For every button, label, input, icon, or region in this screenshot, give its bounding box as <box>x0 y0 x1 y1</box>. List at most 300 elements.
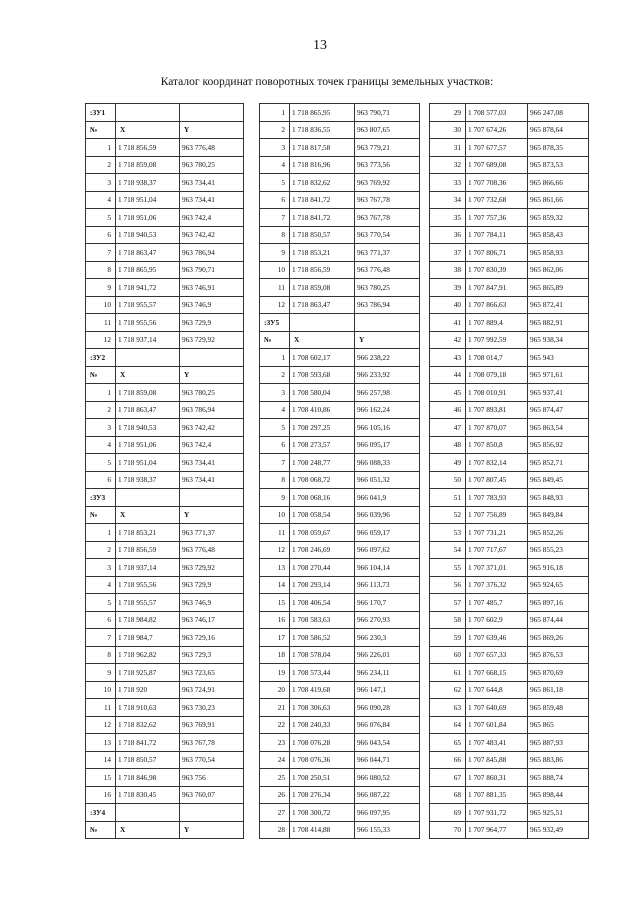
point-number: 3 <box>260 384 290 402</box>
point-number: 55 <box>430 559 466 577</box>
x-coordinate: 1 708 273,57 <box>290 436 355 454</box>
x-coordinate: 1 718 816,96 <box>290 156 355 174</box>
x-coordinate: 1 707 731,21 <box>466 524 528 542</box>
x-coordinate: 1 707 640,69 <box>466 699 528 717</box>
point-number: 8 <box>260 226 290 244</box>
point-number: 64 <box>430 716 466 734</box>
y-coordinate: 965 938,34 <box>528 331 589 349</box>
table-row <box>86 244 244 262</box>
section-label: :ЗУ5 <box>260 314 290 332</box>
table-row <box>430 471 589 489</box>
point-number: 8 <box>260 471 290 489</box>
table-row <box>260 629 420 647</box>
x-coordinate: 1 707 483,41 <box>466 734 528 752</box>
x-coordinate: 1 708 297,25 <box>290 419 355 437</box>
point-number: 4 <box>86 191 116 209</box>
y-coordinate: 963 790,71 <box>355 104 420 122</box>
y-coordinate: 963 776,48 <box>355 261 420 279</box>
table-row <box>260 191 420 209</box>
table-row <box>260 751 420 769</box>
point-number: 53 <box>430 524 466 542</box>
x-coordinate: 1 708 586,52 <box>290 629 355 647</box>
y-coordinate: 965 849,84 <box>528 506 589 524</box>
table-row <box>86 314 244 332</box>
table-row <box>86 209 244 227</box>
y-coordinate: 966 233,92 <box>355 366 420 384</box>
coordinates-table-left <box>85 103 244 839</box>
table-row <box>260 786 420 804</box>
y-coordinate: 963 769,91 <box>180 716 244 734</box>
x-coordinate: 1 718 865,95 <box>290 104 355 122</box>
table-row <box>260 541 420 559</box>
y-coordinate: 963 780,25 <box>180 384 244 402</box>
section-row <box>86 804 244 822</box>
table-row <box>86 681 244 699</box>
table-row <box>430 594 589 612</box>
table-row <box>430 209 589 227</box>
x-coordinate: 1 707 602,9 <box>466 611 528 629</box>
x-coordinate: 1 718 856,59 <box>290 261 355 279</box>
table-row <box>430 821 589 839</box>
point-number: 11 <box>260 279 290 297</box>
table-row <box>430 489 589 507</box>
y-coordinate: 965 887,93 <box>528 734 589 752</box>
y-coordinate: 966 097,62 <box>355 541 420 559</box>
x-coordinate: 1 708 250,51 <box>290 769 355 787</box>
table-row <box>430 261 589 279</box>
point-number: 12 <box>260 541 290 559</box>
x-coordinate: 1 708 593,68 <box>290 366 355 384</box>
point-number: 57 <box>430 594 466 612</box>
number-header: № <box>86 366 116 384</box>
point-number: 9 <box>260 489 290 507</box>
point-number: 3 <box>260 139 290 157</box>
table-row <box>430 804 589 822</box>
point-number: 2 <box>86 156 116 174</box>
point-number: 7 <box>260 454 290 472</box>
y-coordinate: 963 742,42 <box>180 226 244 244</box>
x-coordinate: 1 707 756,89 <box>466 506 528 524</box>
table-row <box>430 244 589 262</box>
y-coordinate: 963 807,65 <box>355 121 420 139</box>
point-number: 68 <box>430 786 466 804</box>
point-number: 4 <box>260 401 290 419</box>
point-number: 10 <box>86 681 116 699</box>
table-row <box>260 139 420 157</box>
point-number: 60 <box>430 646 466 664</box>
table-row <box>430 576 589 594</box>
y-coordinate: 965 916,18 <box>528 559 589 577</box>
x-coordinate: 1 707 881,35 <box>466 786 528 804</box>
table-row <box>430 419 589 437</box>
y-coordinate: 966 105,16 <box>355 419 420 437</box>
y-coordinate: 966 113,73 <box>355 576 420 594</box>
x-coordinate: 1 708 079,18 <box>466 366 528 384</box>
x-coordinate: 1 718 951,04 <box>116 454 180 472</box>
point-number: 18 <box>260 646 290 664</box>
table-row <box>430 524 589 542</box>
table-row <box>430 121 589 139</box>
y-coordinate: 963 746,91 <box>180 279 244 297</box>
column-header-row <box>86 121 244 139</box>
y-coordinate: 963 746,9 <box>180 296 244 314</box>
table-row <box>430 751 589 769</box>
x-coordinate: 1 718 920 <box>116 681 180 699</box>
y-coordinate: 966 076,84 <box>355 716 420 734</box>
table-row <box>430 349 589 367</box>
y-coordinate: 963 742,42 <box>180 419 244 437</box>
y-coordinate: 965 874,47 <box>528 401 589 419</box>
x-coordinate: 1 718 937,14 <box>116 331 180 349</box>
table-row <box>260 121 420 139</box>
x-coordinate: 1 718 938,37 <box>116 174 180 192</box>
y-coordinate: 963 729,16 <box>180 629 244 647</box>
y-coordinate: 966 051,32 <box>355 471 420 489</box>
table-row <box>430 296 589 314</box>
y-header: Y <box>180 506 244 524</box>
point-number: 10 <box>86 296 116 314</box>
y-coordinate: 965 852,71 <box>528 454 589 472</box>
table-row <box>430 786 589 804</box>
empty-cell <box>116 104 180 122</box>
number-header: № <box>86 121 116 139</box>
table-row <box>86 524 244 542</box>
table-row <box>260 804 420 822</box>
x-coordinate: 1 708 577,03 <box>466 104 528 122</box>
column-header-row <box>260 331 420 349</box>
table-row <box>86 594 244 612</box>
y-coordinate: 965 848,93 <box>528 489 589 507</box>
x-coordinate: 1 708 293,14 <box>290 576 355 594</box>
x-coordinate: 1 707 992,59 <box>466 331 528 349</box>
x-header: X <box>290 331 355 349</box>
x-coordinate: 1 718 817,58 <box>290 139 355 157</box>
x-coordinate: 1 718 832,62 <box>116 716 180 734</box>
y-coordinate: 966 039,96 <box>355 506 420 524</box>
table-row <box>430 366 589 384</box>
table-row <box>86 611 244 629</box>
y-coordinate: 966 247,08 <box>528 104 589 122</box>
point-number: 61 <box>430 664 466 682</box>
y-coordinate: 963 734,41 <box>180 471 244 489</box>
point-number: 1 <box>86 524 116 542</box>
x-coordinate: 1 718 863,47 <box>290 296 355 314</box>
point-number: 29 <box>430 104 466 122</box>
number-header: № <box>260 331 290 349</box>
empty-cell <box>116 489 180 507</box>
point-number: 17 <box>260 629 290 647</box>
point-number: 13 <box>260 559 290 577</box>
x-coordinate: 1 707 893,81 <box>466 401 528 419</box>
x-coordinate: 1 707 708,36 <box>466 174 528 192</box>
point-number: 42 <box>430 331 466 349</box>
x-coordinate: 1 708 583,63 <box>290 611 355 629</box>
x-coordinate: 1 707 845,88 <box>466 751 528 769</box>
y-coordinate: 965 859,48 <box>528 699 589 717</box>
x-coordinate: 1 708 602,17 <box>290 349 355 367</box>
point-number: 15 <box>260 594 290 612</box>
y-coordinate: 963 770,54 <box>355 226 420 244</box>
column-header-row <box>86 366 244 384</box>
y-coordinate: 963 786,94 <box>180 401 244 419</box>
table-row <box>86 646 244 664</box>
table-row <box>260 611 420 629</box>
x-coordinate: 1 707 689,08 <box>466 156 528 174</box>
x-coordinate: 1 707 830,39 <box>466 261 528 279</box>
table-row <box>86 716 244 734</box>
table-row <box>86 156 244 174</box>
point-number: 4 <box>86 576 116 594</box>
y-coordinate: 963 723,65 <box>180 664 244 682</box>
x-coordinate: 1 707 889,4 <box>466 314 528 332</box>
point-number: 36 <box>430 226 466 244</box>
x-coordinate: 1 707 931,72 <box>466 804 528 822</box>
y-coordinate: 965 878,64 <box>528 121 589 139</box>
point-number: 24 <box>260 751 290 769</box>
y-coordinate: 965 882,91 <box>528 314 589 332</box>
x-coordinate: 1 707 639,46 <box>466 629 528 647</box>
y-coordinate: 963 724,91 <box>180 681 244 699</box>
table-row <box>260 699 420 717</box>
table-row <box>86 191 244 209</box>
y-coordinate: 966 087,22 <box>355 786 420 804</box>
table-row <box>86 734 244 752</box>
x-coordinate: 1 708 300,72 <box>290 804 355 822</box>
x-coordinate: 1 708 076,28 <box>290 734 355 752</box>
coordinates-table-right <box>429 103 589 839</box>
table-row <box>260 524 420 542</box>
y-coordinate: 966 041,9 <box>355 489 420 507</box>
point-number: 3 <box>86 559 116 577</box>
point-number: 48 <box>430 436 466 454</box>
table-row <box>430 506 589 524</box>
table-row <box>430 699 589 717</box>
x-coordinate: 1 718 910,63 <box>116 699 180 717</box>
x-coordinate: 1 718 853,21 <box>116 524 180 542</box>
table-row <box>260 279 420 297</box>
table-row <box>86 436 244 454</box>
y-header: Y <box>180 366 244 384</box>
point-number: 3 <box>86 419 116 437</box>
point-number: 70 <box>430 821 466 839</box>
x-coordinate: 1 707 807,45 <box>466 471 528 489</box>
x-coordinate: 1 708 306,63 <box>290 699 355 717</box>
table-row <box>430 226 589 244</box>
point-number: 6 <box>260 436 290 454</box>
table-row <box>260 349 420 367</box>
section-row <box>86 104 244 122</box>
point-number: 10 <box>260 506 290 524</box>
x-coordinate: 1 707 677,57 <box>466 139 528 157</box>
x-coordinate: 1 718 951,06 <box>116 436 180 454</box>
y-coordinate: 963 770,54 <box>180 751 244 769</box>
y-coordinate: 966 162,24 <box>355 401 420 419</box>
coordinates-table-middle <box>259 103 420 839</box>
point-number: 5 <box>260 419 290 437</box>
y-coordinate: 965 869,26 <box>528 629 589 647</box>
table-row <box>430 611 589 629</box>
point-number: 4 <box>86 436 116 454</box>
y-coordinate: 963 767,78 <box>355 191 420 209</box>
table-row <box>86 454 244 472</box>
point-number: 26 <box>260 786 290 804</box>
y-coordinate: 965 932,49 <box>528 821 589 839</box>
x-coordinate: 1 708 076,36 <box>290 751 355 769</box>
y-coordinate: 963 729,92 <box>180 331 244 349</box>
x-coordinate: 1 707 371,01 <box>466 559 528 577</box>
point-number: 25 <box>260 769 290 787</box>
x-coordinate: 1 708 068,16 <box>290 489 355 507</box>
y-coordinate: 966 104,14 <box>355 559 420 577</box>
y-coordinate: 965 876,53 <box>528 646 589 664</box>
table-row <box>260 436 420 454</box>
y-coordinate: 963 729,3 <box>180 646 244 664</box>
x-coordinate: 1 718 955,57 <box>116 594 180 612</box>
x-coordinate: 1 708 270,44 <box>290 559 355 577</box>
y-coordinate: 963 779,21 <box>355 139 420 157</box>
y-coordinate: 963 746,9 <box>180 594 244 612</box>
point-number: 51 <box>430 489 466 507</box>
point-number: 35 <box>430 209 466 227</box>
point-number: 9 <box>260 244 290 262</box>
x-coordinate: 1 708 406,54 <box>290 594 355 612</box>
point-number: 12 <box>86 716 116 734</box>
x-coordinate: 1 718 865,95 <box>116 261 180 279</box>
x-coordinate: 1 707 674,26 <box>466 121 528 139</box>
x-coordinate: 1 718 955,56 <box>116 314 180 332</box>
point-number: 14 <box>260 576 290 594</box>
x-coordinate: 1 708 578,04 <box>290 646 355 664</box>
point-number: 5 <box>260 174 290 192</box>
y-coordinate: 966 059,17 <box>355 524 420 542</box>
point-number: 30 <box>430 121 466 139</box>
x-coordinate: 1 707 783,93 <box>466 489 528 507</box>
y-coordinate: 965 888,74 <box>528 769 589 787</box>
x-coordinate: 1 718 938,37 <box>116 471 180 489</box>
y-coordinate: 963 734,41 <box>180 174 244 192</box>
y-coordinate: 965 861,66 <box>528 191 589 209</box>
y-coordinate: 966 270,93 <box>355 611 420 629</box>
section-row <box>86 489 244 507</box>
y-header: Y <box>355 331 420 349</box>
table-row <box>260 576 420 594</box>
section-row <box>260 314 420 332</box>
table-row <box>430 769 589 787</box>
x-coordinate: 1 707 806,71 <box>466 244 528 262</box>
point-number: 9 <box>86 279 116 297</box>
point-number: 66 <box>430 751 466 769</box>
table-row <box>86 541 244 559</box>
table-row <box>260 384 420 402</box>
x-coordinate: 1 707 601,84 <box>466 716 528 734</box>
empty-cell <box>180 804 244 822</box>
point-number: 1 <box>260 104 290 122</box>
table-row <box>260 156 420 174</box>
point-number: 2 <box>260 366 290 384</box>
point-number: 2 <box>86 401 116 419</box>
point-number: 50 <box>430 471 466 489</box>
empty-cell <box>180 489 244 507</box>
y-coordinate: 963 776,48 <box>180 541 244 559</box>
x-coordinate: 1 708 068,72 <box>290 471 355 489</box>
table-row <box>260 821 420 839</box>
y-coordinate: 965 858,93 <box>528 244 589 262</box>
table-row <box>86 261 244 279</box>
x-coordinate: 1 707 847,91 <box>466 279 528 297</box>
y-coordinate: 963 771,37 <box>180 524 244 542</box>
table-row <box>430 156 589 174</box>
x-coordinate: 1 718 841,72 <box>290 209 355 227</box>
x-coordinate: 1 718 937,14 <box>116 559 180 577</box>
number-header: № <box>86 821 116 839</box>
table-row <box>430 734 589 752</box>
y-coordinate: 963 730,23 <box>180 699 244 717</box>
y-coordinate: 965 883,86 <box>528 751 589 769</box>
point-number: 5 <box>86 454 116 472</box>
section-label: :ЗУ2 <box>86 349 116 367</box>
x-coordinate: 1 718 859,08 <box>290 279 355 297</box>
x-coordinate: 1 707 376,32 <box>466 576 528 594</box>
point-number: 28 <box>260 821 290 839</box>
point-number: 7 <box>86 244 116 262</box>
table-row <box>86 401 244 419</box>
y-coordinate: 963 729,9 <box>180 314 244 332</box>
table-row <box>260 489 420 507</box>
table-row <box>430 681 589 699</box>
x-coordinate: 1 707 757,36 <box>466 209 528 227</box>
point-number: 46 <box>430 401 466 419</box>
y-coordinate: 963 767,78 <box>355 209 420 227</box>
x-coordinate: 1 718 856,59 <box>116 139 180 157</box>
table-row <box>260 174 420 192</box>
table-row <box>260 559 420 577</box>
page-number: 13 <box>313 38 327 53</box>
table-row <box>86 471 244 489</box>
y-coordinate: 965 849,45 <box>528 471 589 489</box>
point-number: 3 <box>86 174 116 192</box>
x-coordinate: 1 718 836,55 <box>290 121 355 139</box>
y-coordinate: 965 870,69 <box>528 664 589 682</box>
table-row <box>260 401 420 419</box>
table-row <box>430 401 589 419</box>
point-number: 1 <box>86 384 116 402</box>
point-number: 4 <box>260 156 290 174</box>
table-row <box>430 104 589 122</box>
y-coordinate: 965 862,06 <box>528 261 589 279</box>
x-coordinate: 1 708 410,86 <box>290 401 355 419</box>
empty-cell <box>116 804 180 822</box>
point-number: 1 <box>86 139 116 157</box>
y-coordinate: 966 230,3 <box>355 629 420 647</box>
y-coordinate: 963 769,92 <box>355 174 420 192</box>
empty-cell <box>180 349 244 367</box>
point-number: 54 <box>430 541 466 559</box>
table-row <box>260 454 420 472</box>
point-number: 59 <box>430 629 466 647</box>
table-row <box>86 576 244 594</box>
point-number: 1 <box>260 349 290 367</box>
table-row <box>86 664 244 682</box>
y-coordinate: 963 734,41 <box>180 454 244 472</box>
empty-cell <box>116 349 180 367</box>
x-coordinate: 1 707 832,14 <box>466 454 528 472</box>
point-number: 12 <box>86 331 116 349</box>
x-header: X <box>116 366 180 384</box>
x-coordinate: 1 708 010,91 <box>466 384 528 402</box>
point-number: 34 <box>430 191 466 209</box>
point-number: 20 <box>260 681 290 699</box>
table-row <box>430 279 589 297</box>
